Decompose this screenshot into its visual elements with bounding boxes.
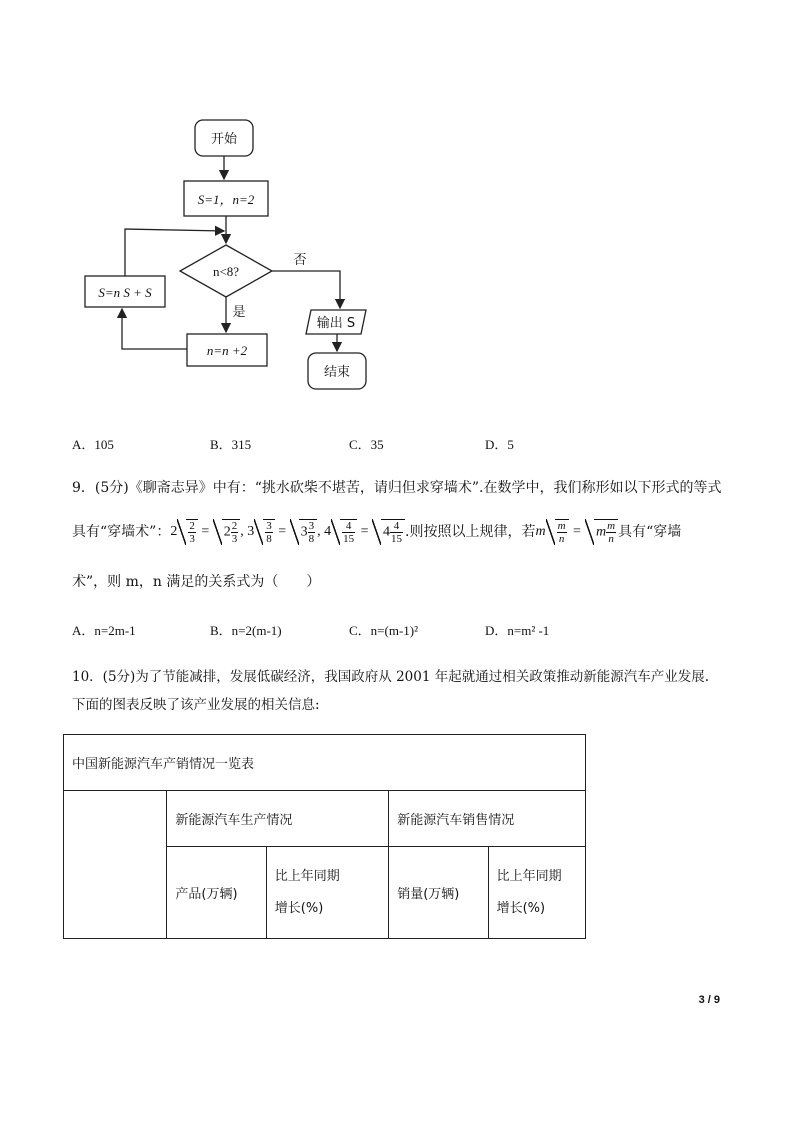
no-label: 否 xyxy=(293,253,307,268)
q9-option-c: C．n=(m-1)² xyxy=(349,623,418,638)
end-label: 结束 xyxy=(323,365,351,380)
init-label: S=1，n=2 xyxy=(197,192,255,207)
q9-formula: 2 $\frac{2}{3}$ = 2 $\frac{2}{3}$ , 3 $\frac{3}{8}$ = 3 $\frac{3}{8}$ , 4 $\frac{4}{15}$ = 4 $\frac{4}{15}$ xyxy=(170,519,405,545)
col-production-growth xyxy=(266,847,388,939)
col-sales-growth-line1: 比上年同期 xyxy=(496,868,562,884)
col-production-growth-line1: 比上年同期 xyxy=(274,868,340,884)
col-sales-growth-line2: 增长(%) xyxy=(496,900,546,916)
q8-option-a: A．105 xyxy=(72,437,114,452)
production-header: 新能源汽车生产情况 xyxy=(167,791,389,847)
q8-option-c: C．35 xyxy=(349,437,384,452)
flowchart xyxy=(0,0,794,420)
start-label: 开始 xyxy=(210,132,238,147)
col-sales-qty: 销量(万辆) xyxy=(389,847,488,939)
page-number: 3 / 9 xyxy=(698,994,720,1006)
q8-option-b: B．315 xyxy=(210,437,252,452)
q10-line-1: 10．(5分)为了节能减排，发展低碳经济，我国政府从 2001 年起就通过相关政策推动新能源汽车产业发展. xyxy=(72,669,710,685)
col-production-growth-line2: 增长(%) xyxy=(274,900,324,916)
q9-line-3: 术”，则 m，n 满足的关系式为（ ） xyxy=(72,574,321,590)
q9-line-2 xyxy=(72,514,681,550)
col-production-qty: 产品(万辆) xyxy=(167,847,266,939)
q10-line-2: 下面的图表反映了该产业发展的相关信息: xyxy=(72,697,320,713)
q9-option-b: B．n=2(m-1) xyxy=(210,623,282,638)
q9-formula-general: m $\frac{m}{n}$ = m $\frac{m}{n}$ xyxy=(536,519,619,545)
q9-option-a: A．n=2m-1 xyxy=(72,623,136,638)
q9-line-2-end: 具有“穿墙 xyxy=(618,524,682,540)
update-n-label: n=n +2 xyxy=(206,343,248,358)
q9-option-d: D．n=m² -1 xyxy=(485,623,550,638)
output-label: 输出 S xyxy=(316,316,356,331)
sales-header: 新能源汽车销售情况 xyxy=(389,791,586,847)
decision-label: n<8? xyxy=(212,264,240,279)
q9-line-2-prefix: 具有“穿墙术”： xyxy=(72,524,171,540)
q9-line-1: 9．(5分)《聊斋志异》中有：“挑水砍柴不堪苦，请归但求穿墙术”.在数学中，我们称形如以下形式的等式 xyxy=(72,480,722,496)
col-sales-growth xyxy=(488,847,585,939)
q8-option-d: D．5 xyxy=(485,437,514,452)
update-s-label: S=n S + S xyxy=(98,285,152,300)
q9-line-2-suffix: .则按照以上规律，若 xyxy=(405,524,536,540)
table-title: 中国新能源汽车产销情况一览表 xyxy=(64,735,586,791)
table-empty-cell xyxy=(64,791,167,939)
sales-table xyxy=(63,734,586,939)
yes-label: 是 xyxy=(232,305,246,320)
